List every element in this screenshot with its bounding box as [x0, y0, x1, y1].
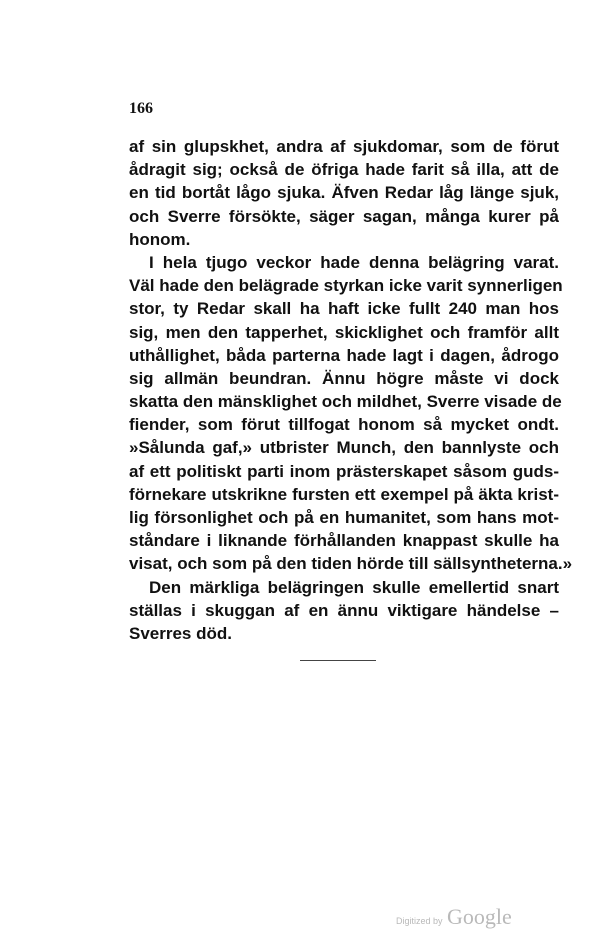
section-divider: [300, 660, 376, 661]
text-line: sig, men den tapperhet, skicklighet och framför allt: [129, 322, 559, 342]
text-line: af sin glupskhet, andra af sjukdomar, som de förut: [129, 137, 559, 156]
text-line: I hela tjugo veckor hade denna belägring varat.: [149, 252, 559, 272]
text-line: visat, och som på den tiden hörde till sällsyntheterna.»: [129, 554, 573, 574]
text-line: lig försonlighet och på en humanitet, som hans mot-: [129, 508, 559, 527]
text-line: uthållighet, båda parterna hade lagt i dagen, ådrogo: [129, 345, 559, 365]
text-line: Väl hade den belägrade styrkan icke varit synnerligen: [129, 276, 563, 296]
text-line: och Sverre försökte, säger sagan, många kurer på: [129, 206, 559, 226]
body-text: [129, 135, 573, 645]
text-line: förnekare utskrikne fursten ett exempel på äkta krist-: [129, 484, 559, 504]
text-line: fiender, som förut tillfogat honom så mycket ondt.: [129, 415, 559, 435]
text-line: ådragit sig; också de öfriga hade farit så illa, att de: [129, 160, 559, 180]
watermark-prefix: Digitized by: [396, 916, 443, 926]
text-line: ställas i skuggan af en ännu viktigare händelse –: [129, 600, 559, 620]
text-line: ståndare i liknande förhållanden knappast skulle ha: [129, 531, 559, 551]
text-line: Sverres död.: [129, 623, 232, 643]
text-line: sig allmän beundran. Ännu högre måste vi dock: [129, 368, 559, 388]
text-line: »Sålunda gaf,» utbrister Munch, den bannlyste och: [129, 438, 559, 458]
text-line: honom.: [129, 229, 191, 249]
page-number: 166: [129, 100, 153, 117]
text-line: af ett politiskt parti inom prästerskapet såsom guds-: [129, 461, 559, 481]
digitized-watermark: [396, 904, 512, 930]
google-logo: Google: [446, 904, 512, 929]
text-line: Den märkliga belägringen skulle emellertid snart: [149, 577, 559, 597]
text-line: stor, ty Redar skall ha haft icke fullt 240 man hos: [129, 299, 559, 319]
text-line: skatta den mänsklighet och mildhet, Sverre visade de: [129, 392, 562, 412]
text-line: en tid bortåt lågo sjuka. Äfven Redar låg länge sjuk,: [129, 183, 559, 203]
